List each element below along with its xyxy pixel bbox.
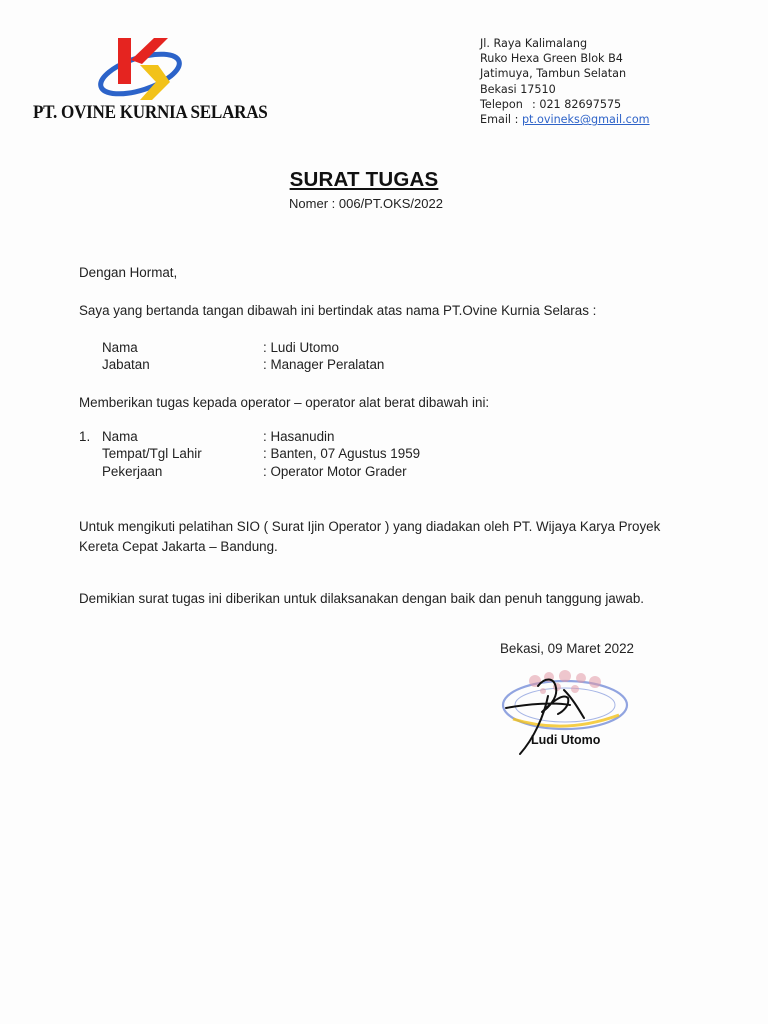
training-paragraph [79, 517, 660, 557]
phone-line [480, 97, 650, 112]
email-label: Email [480, 113, 512, 127]
training-line: Kereta Cepat Jakarta – Bandung. [79, 539, 278, 554]
address-line: Jatimuya, Tambun Selatan [480, 67, 627, 81]
signatory-label: Jabatan [102, 357, 150, 372]
assignment-intro: Memberikan tugas kepada operator – operator alat berat dibawah ini: [79, 395, 490, 410]
operator-field-label: Tempat/Tgl Lahir [102, 446, 202, 461]
address-line: Ruko Hexa Green Blok B4 [480, 52, 623, 66]
company-address [480, 36, 650, 127]
phone-label: Telepon [480, 97, 523, 111]
email-line [480, 112, 650, 127]
signer-name: Ludi Utomo [531, 733, 601, 747]
signatory-label: Nama [102, 340, 138, 355]
operator-number: 1. [79, 429, 91, 444]
training-line: Untuk mengikuti pelatihan SIO ( Surat Ijin Operator ) yang diadakan oleh PT. Wijaya Karya Proyek [79, 519, 661, 534]
operator-field-value: : Hasanudin [263, 429, 335, 444]
letter-title: SURAT TUGAS [289, 168, 439, 191]
company-logo-icon [96, 34, 186, 102]
email-separator: : [514, 113, 519, 127]
phone-value: : 021 82697575 [532, 97, 622, 111]
address-line: Bekasi 17510 [480, 82, 556, 96]
closing-paragraph: Demikian surat tugas ini diberikan untuk dilaksanakan dengan baik dan penuh tanggung jawab. [79, 591, 645, 606]
company-name: PT. OVINE KURNIA SELARAS [33, 102, 268, 123]
operator-field-value: : Operator Motor Grader [263, 464, 407, 479]
operator-field-label: Nama [102, 429, 138, 444]
email-link[interactable]: pt.ovineks@gmail.com [521, 113, 650, 127]
letter-number: Nomer : 006/PT.OKS/2022 [289, 196, 443, 211]
signatory-value: : Ludi Utomo [263, 340, 339, 355]
signatory-value: : Manager Peralatan [263, 357, 385, 372]
address-line: Jl. Raya Kalimalang [480, 37, 588, 50]
intro-paragraph: Saya yang bertanda tangan dibawah ini bertindak atas nama PT.Ovine Kurnia Selaras : [79, 303, 597, 318]
greeting: Dengan Hormat, [79, 265, 178, 280]
operator-field-value: : Banten, 07 Agustus 1959 [263, 446, 421, 461]
place-date: Bekasi, 09 Maret 2022 [500, 641, 634, 656]
operator-field-label: Pekerjaan [102, 464, 163, 479]
